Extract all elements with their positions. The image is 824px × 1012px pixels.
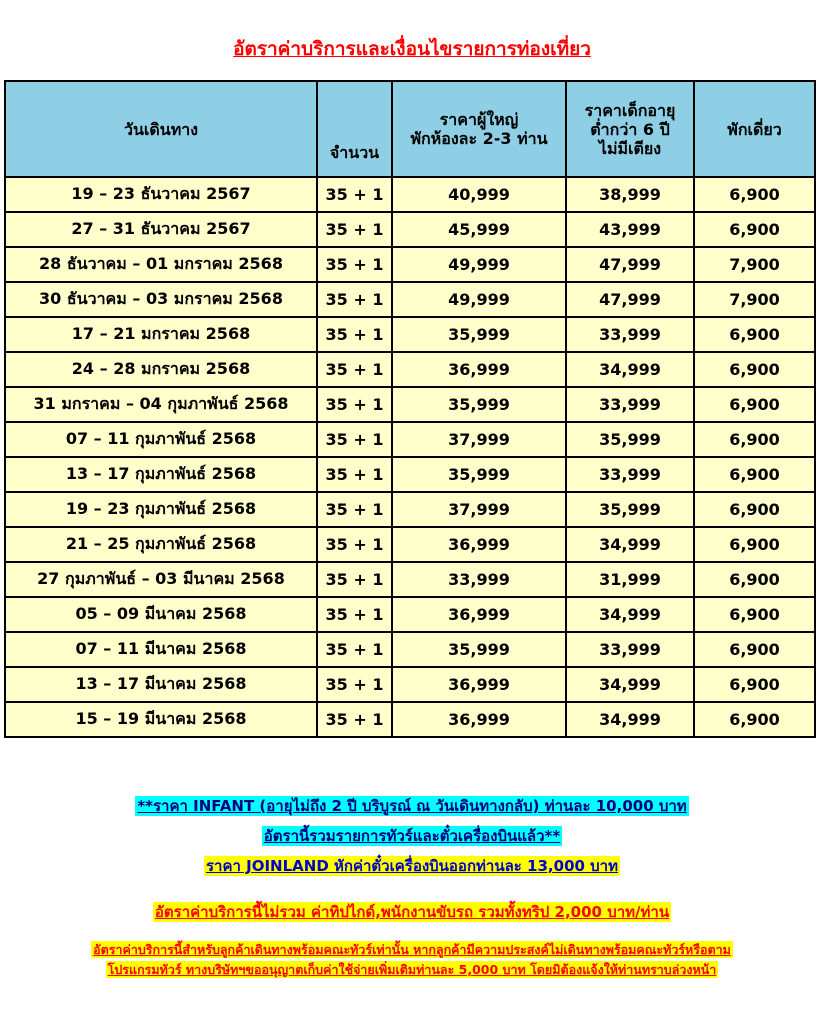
cell-adult-price: 35,999 — [392, 632, 566, 667]
cell-date: 19 – 23 กุมภาพันธ์ 2568 — [5, 492, 317, 527]
table-row — [5, 422, 815, 457]
note-joinland — [0, 854, 824, 878]
note-tip-text: อัตราค่าบริการนี้ไม่รวม ค่าทิปไกด์,พนักงานขับรถ รวมทั้งทริป 2,000 บาท/ท่าน — [154, 903, 670, 921]
cell-count: 35 + 1 — [317, 702, 392, 737]
table-row — [5, 317, 815, 352]
cell-count: 35 + 1 — [317, 422, 392, 457]
cell-single-room: 6,900 — [694, 387, 815, 422]
cell-adult-price: 37,999 — [392, 422, 566, 457]
header-child-line2: ต่ำกว่า 6 ปี — [590, 119, 670, 139]
cell-single-room: 6,900 — [694, 177, 815, 212]
cell-child-price: 34,999 — [566, 352, 694, 387]
cell-adult-price: 40,999 — [392, 177, 566, 212]
cell-adult-price: 37,999 — [392, 492, 566, 527]
cell-date: 19 – 23 ธันวาคม 2567 — [5, 177, 317, 212]
header-count: จำนวน — [317, 81, 392, 177]
cell-date: 13 – 17 กุมภาพันธ์ 2568 — [5, 457, 317, 492]
table-body — [5, 177, 815, 737]
cell-child-price: 34,999 — [566, 527, 694, 562]
cell-adult-price: 35,999 — [392, 457, 566, 492]
cell-child-price: 33,999 — [566, 387, 694, 422]
cell-adult-price: 36,999 — [392, 527, 566, 562]
cell-child-price: 43,999 — [566, 212, 694, 247]
cell-adult-price: 36,999 — [392, 667, 566, 702]
cell-single-room: 7,900 — [694, 247, 815, 282]
table-row — [5, 177, 815, 212]
cell-count: 35 + 1 — [317, 597, 392, 632]
cell-child-price: 34,999 — [566, 702, 694, 737]
cell-single-room: 6,900 — [694, 352, 815, 387]
cell-date: 30 ธันวาคม – 03 มกราคม 2568 — [5, 282, 317, 317]
note-condition-line1: อัตราค่าบริการนี้สำหรับลูกค้าเดินทางพร้อมคณะทัวร์เท่านั้น หากลูกค้ามีความประสงค์ไม่เดินทางพร้อมคณะทัวร์หรือตาม — [93, 942, 731, 957]
table-row — [5, 667, 815, 702]
cell-adult-price: 49,999 — [392, 247, 566, 282]
cell-date: 05 – 09 มีนาคม 2568 — [5, 597, 317, 632]
cell-adult-price: 33,999 — [392, 562, 566, 597]
cell-date: 24 – 28 มกราคม 2568 — [5, 352, 317, 387]
cell-child-price: 33,999 — [566, 317, 694, 352]
cell-count: 35 + 1 — [317, 457, 392, 492]
cell-child-price: 33,999 — [566, 632, 694, 667]
header-child-price — [566, 81, 694, 177]
cell-single-room: 6,900 — [694, 457, 815, 492]
cell-count: 35 + 1 — [317, 562, 392, 597]
cell-date: 07 – 11 มีนาคม 2568 — [5, 632, 317, 667]
cell-date: 27 – 31 ธันวาคม 2567 — [5, 212, 317, 247]
cell-count: 35 + 1 — [317, 667, 392, 702]
price-table — [4, 80, 816, 738]
cell-count: 35 + 1 — [317, 212, 392, 247]
cell-single-room: 6,900 — [694, 702, 815, 737]
cell-child-price: 31,999 — [566, 562, 694, 597]
table-row — [5, 212, 815, 247]
cell-count: 35 + 1 — [317, 177, 392, 212]
cell-child-price: 38,999 — [566, 177, 694, 212]
table-row — [5, 457, 815, 492]
table-header-row — [5, 81, 815, 177]
cell-single-room: 6,900 — [694, 492, 815, 527]
cell-child-price: 47,999 — [566, 282, 694, 317]
header-date: วันเดินทาง — [5, 81, 317, 177]
note-infant — [0, 794, 824, 818]
note-condition — [0, 940, 824, 980]
table-row — [5, 387, 815, 422]
cell-single-room: 6,900 — [694, 527, 815, 562]
cell-count: 35 + 1 — [317, 387, 392, 422]
cell-date: 07 – 11 กุมภาพันธ์ 2568 — [5, 422, 317, 457]
header-adult-line2: พักห้องละ 2-3 ท่าน — [410, 129, 548, 148]
table-row — [5, 492, 815, 527]
cell-adult-price: 36,999 — [392, 352, 566, 387]
cell-single-room: 6,900 — [694, 667, 815, 702]
cell-adult-price: 35,999 — [392, 387, 566, 422]
cell-date: 17 – 21 มกราคม 2568 — [5, 317, 317, 352]
cell-count: 35 + 1 — [317, 317, 392, 352]
cell-date: 21 – 25 กุมภาพันธ์ 2568 — [5, 527, 317, 562]
cell-adult-price: 49,999 — [392, 282, 566, 317]
cell-child-price: 33,999 — [566, 457, 694, 492]
cell-child-price: 35,999 — [566, 492, 694, 527]
cell-adult-price: 45,999 — [392, 212, 566, 247]
cell-child-price: 35,999 — [566, 422, 694, 457]
cell-count: 35 + 1 — [317, 352, 392, 387]
cell-adult-price: 35,999 — [392, 317, 566, 352]
header-child-line3: ไม่มีเตียง — [598, 138, 662, 158]
cell-date: 31 มกราคม – 04 กุมภาพันธ์ 2568 — [5, 387, 317, 422]
cell-single-room: 6,900 — [694, 562, 815, 597]
cell-date: 13 – 17 มีนาคม 2568 — [5, 667, 317, 702]
cell-single-room: 6,900 — [694, 632, 815, 667]
table-row — [5, 282, 815, 317]
table-row — [5, 247, 815, 282]
cell-count: 35 + 1 — [317, 492, 392, 527]
cell-child-price: 47,999 — [566, 247, 694, 282]
cell-single-room: 6,900 — [694, 597, 815, 632]
note-included-text: อัตรานี้รวมรายการทัวร์และตั๋วเครื่องบินแล้ว** — [263, 827, 561, 845]
cell-date: 15 – 19 มีนาคม 2568 — [5, 702, 317, 737]
cell-adult-price: 36,999 — [392, 702, 566, 737]
cell-single-room: 6,900 — [694, 212, 815, 247]
table-row — [5, 632, 815, 667]
cell-count: 35 + 1 — [317, 247, 392, 282]
header-adult-price — [392, 81, 566, 177]
table-row — [5, 562, 815, 597]
cell-child-price: 34,999 — [566, 667, 694, 702]
header-adult-line1: ราคาผู้ใหญ่ — [439, 110, 519, 129]
table-row — [5, 702, 815, 737]
cell-single-room: 6,900 — [694, 422, 815, 457]
note-tip — [0, 900, 824, 924]
cell-count: 35 + 1 — [317, 282, 392, 317]
header-child-line1: ราคาเด็กอายุ — [584, 100, 676, 120]
note-condition-line2: โปรแกรมทัวร์ ทางบริษัทฯขออนุญาตเก็บค่าใช้จ่ายเพิ่มเติมท่านละ 5,000 บาท โดยมิต้องแจ้งให้ท่านทราบล่วงหน้า — [107, 962, 717, 977]
cell-date: 28 ธันวาคม – 01 มกราคม 2568 — [5, 247, 317, 282]
cell-count: 35 + 1 — [317, 632, 392, 667]
cell-date: 27 กุมภาพันธ์ – 03 มีนาคม 2568 — [5, 562, 317, 597]
note-joinland-text: ราคา JOINLAND หักค่าตั๋วเครื่องบินออกท่านละ 13,000 บาท — [205, 857, 618, 875]
table-row — [5, 352, 815, 387]
cell-single-room: 6,900 — [694, 317, 815, 352]
cell-single-room: 7,900 — [694, 282, 815, 317]
page-title: อัตราค่าบริการและเงื่อนไขรายการท่องเที่ยว — [233, 38, 591, 60]
cell-count: 35 + 1 — [317, 527, 392, 562]
cell-child-price: 34,999 — [566, 597, 694, 632]
header-single-room: พักเดี่ยว — [694, 81, 815, 177]
table-row — [5, 597, 815, 632]
note-infant-text: **ราคา INFANT (อายุไม่ถึง 2 ปี บริบูรณ์ ณ วันเดินทางกลับ) ท่านละ 10,000 บาท — [137, 797, 687, 815]
table-row — [5, 527, 815, 562]
cell-adult-price: 36,999 — [392, 597, 566, 632]
note-included — [0, 824, 824, 848]
